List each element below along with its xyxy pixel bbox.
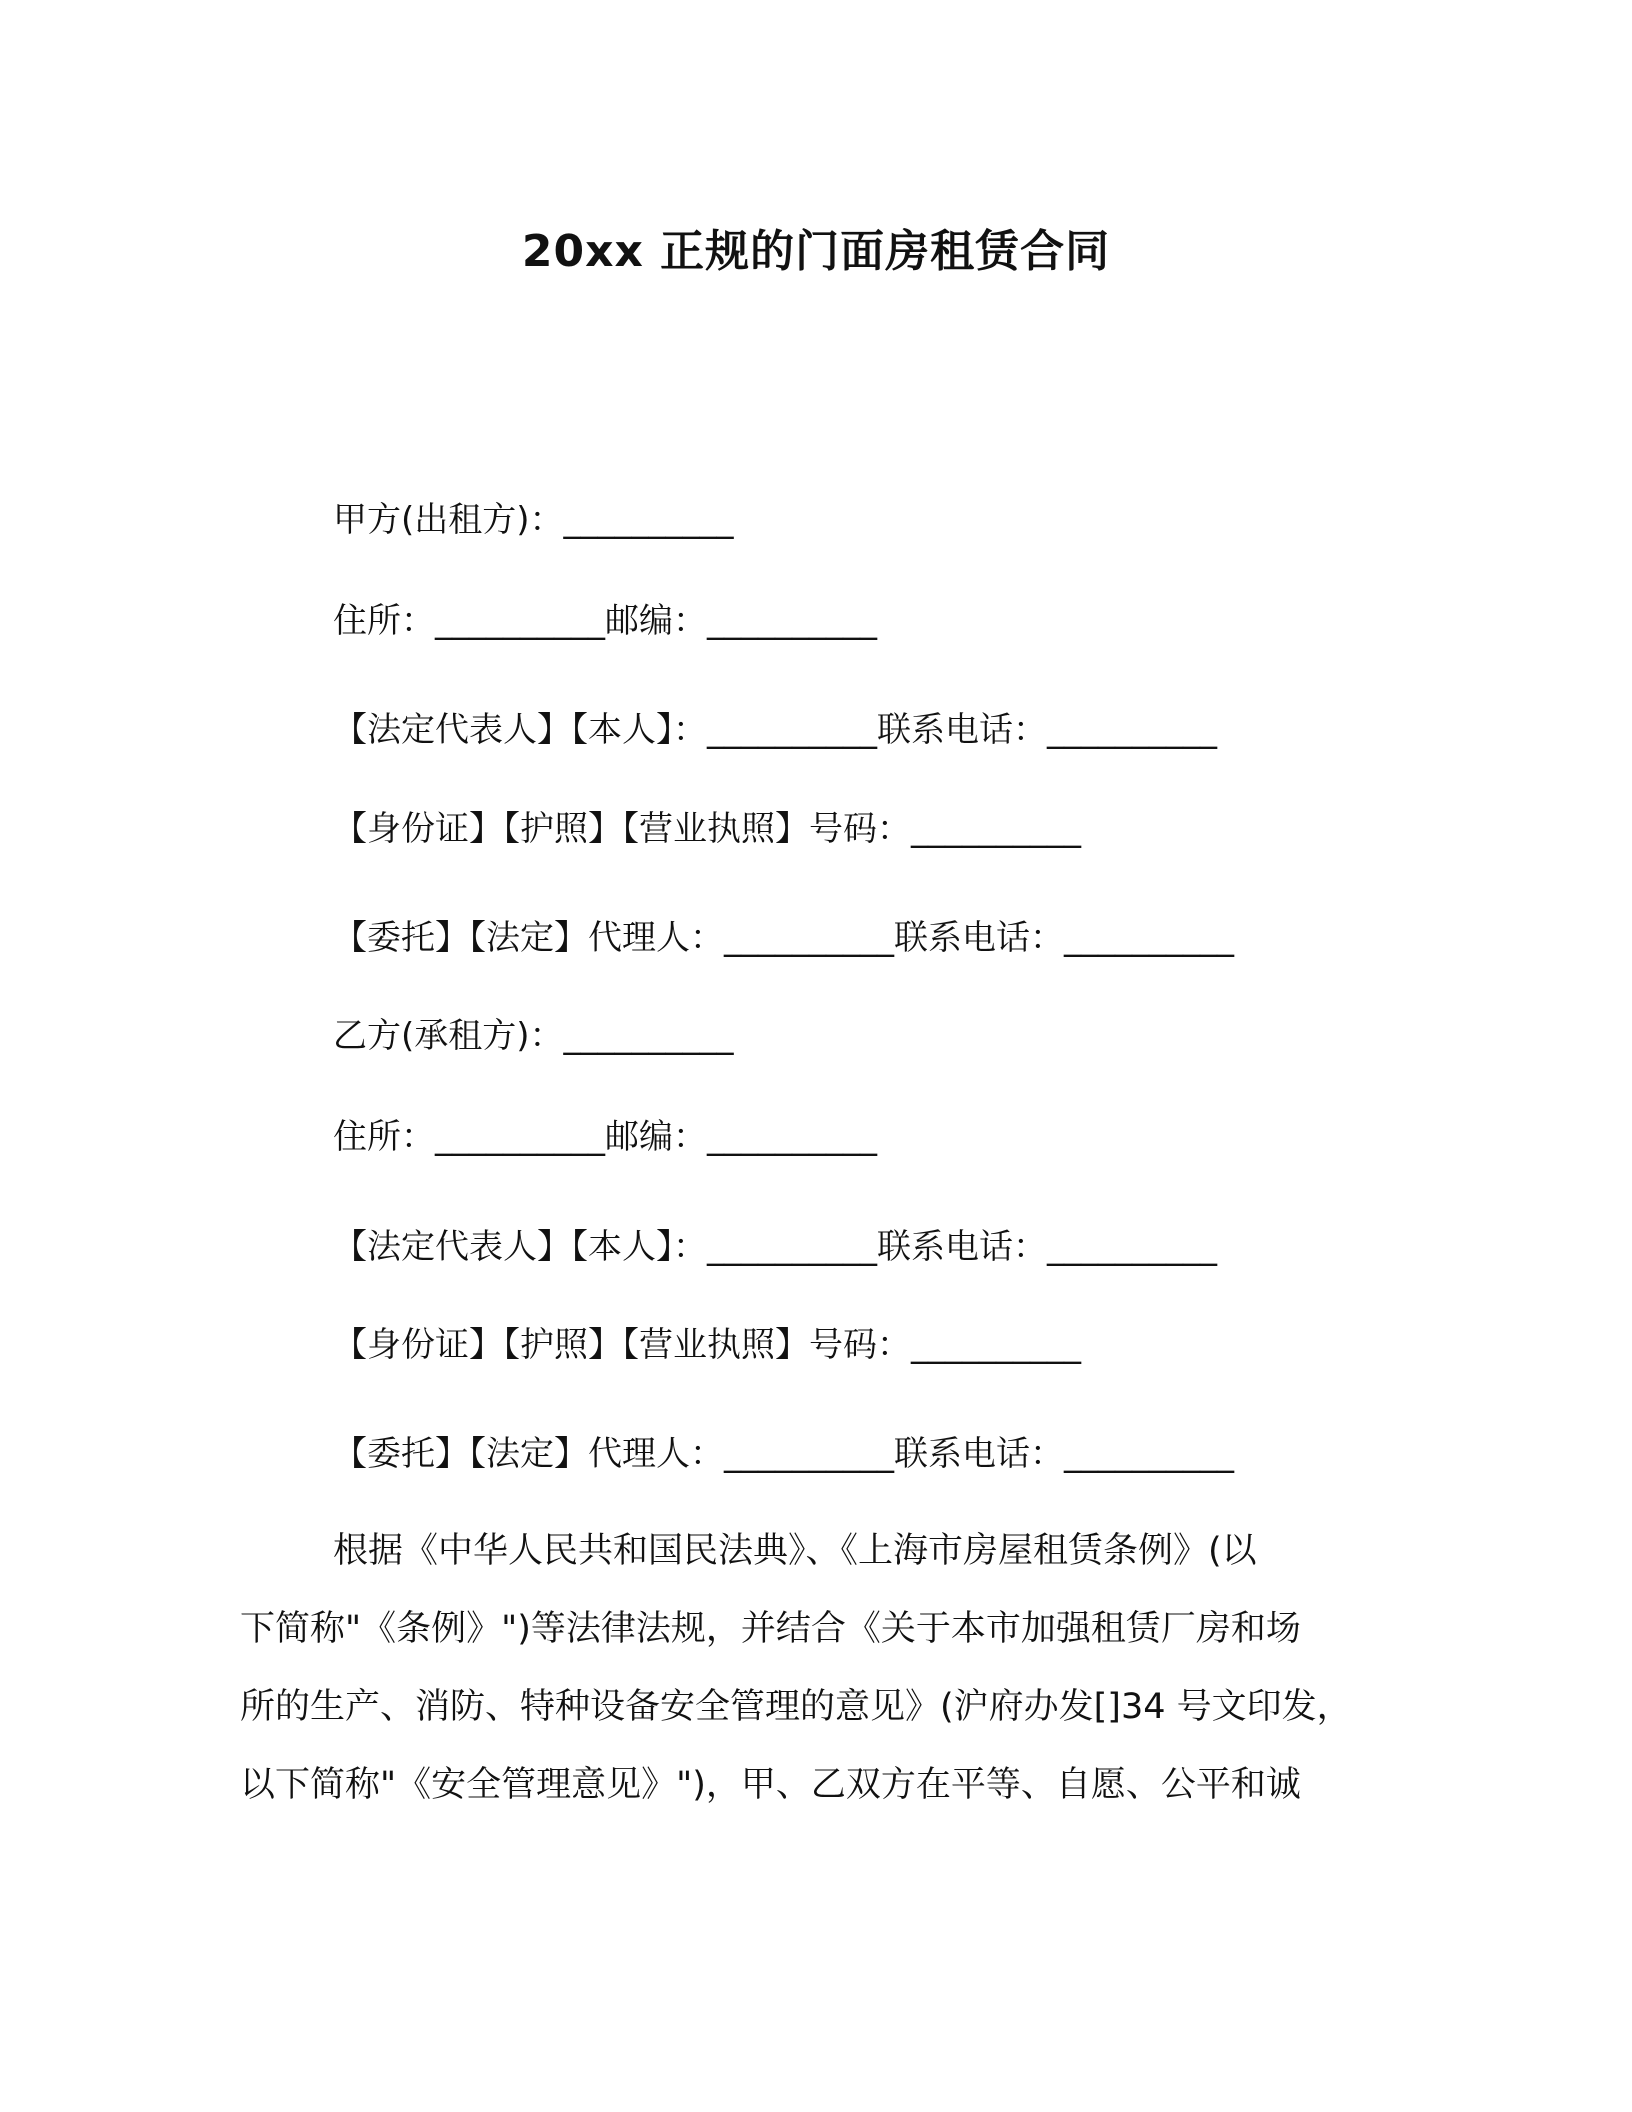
party-b-address-line: 住所：__________邮编：__________ bbox=[333, 1117, 877, 1157]
party-b-agent-line: 【委托】【法定】代理人：__________联系电话：__________ bbox=[333, 1434, 1234, 1474]
body-line-3: 所的生产、消防、特种设备安全管理的意见》(沪府办发[]34 号文印发， bbox=[240, 1687, 1352, 1727]
party-a-address-line: 住所：__________邮编：__________ bbox=[333, 601, 877, 641]
contract-body-paragraph bbox=[240, 1512, 1400, 1824]
party-a-agent-line: 【委托】【法定】代理人：__________联系电话：__________ bbox=[333, 918, 1234, 958]
body-line-2: 下简称"《条例》")等法律法规，并结合《关于本市加强租赁厂房和场 bbox=[240, 1609, 1301, 1649]
party-a-id-line: 【身份证】【护照】【营业执照】号码：__________ bbox=[333, 809, 1081, 849]
party-b-id-line: 【身份证】【护照】【营业执照】号码：__________ bbox=[333, 1325, 1081, 1365]
body-line-1: 根据《中华人民共和国民法典》、《上海市房屋租赁条例》(以 bbox=[333, 1531, 1257, 1571]
party-b-name-line: 乙方(承租方)：__________ bbox=[333, 1016, 734, 1056]
document-title: 20xx 正规的门面房租赁合同 bbox=[521, 226, 1111, 277]
body-line-4: 以下简称"《安全管理意见》")，甲、乙双方在平等、自愿、公平和诚 bbox=[240, 1765, 1301, 1805]
party-a-name-line: 甲方(出租方)：__________ bbox=[333, 500, 734, 540]
party-a-representative-line: 【法定代表人】【本人】：__________联系电话：__________ bbox=[333, 710, 1217, 750]
party-b-representative-line: 【法定代表人】【本人】：__________联系电话：__________ bbox=[333, 1227, 1217, 1267]
